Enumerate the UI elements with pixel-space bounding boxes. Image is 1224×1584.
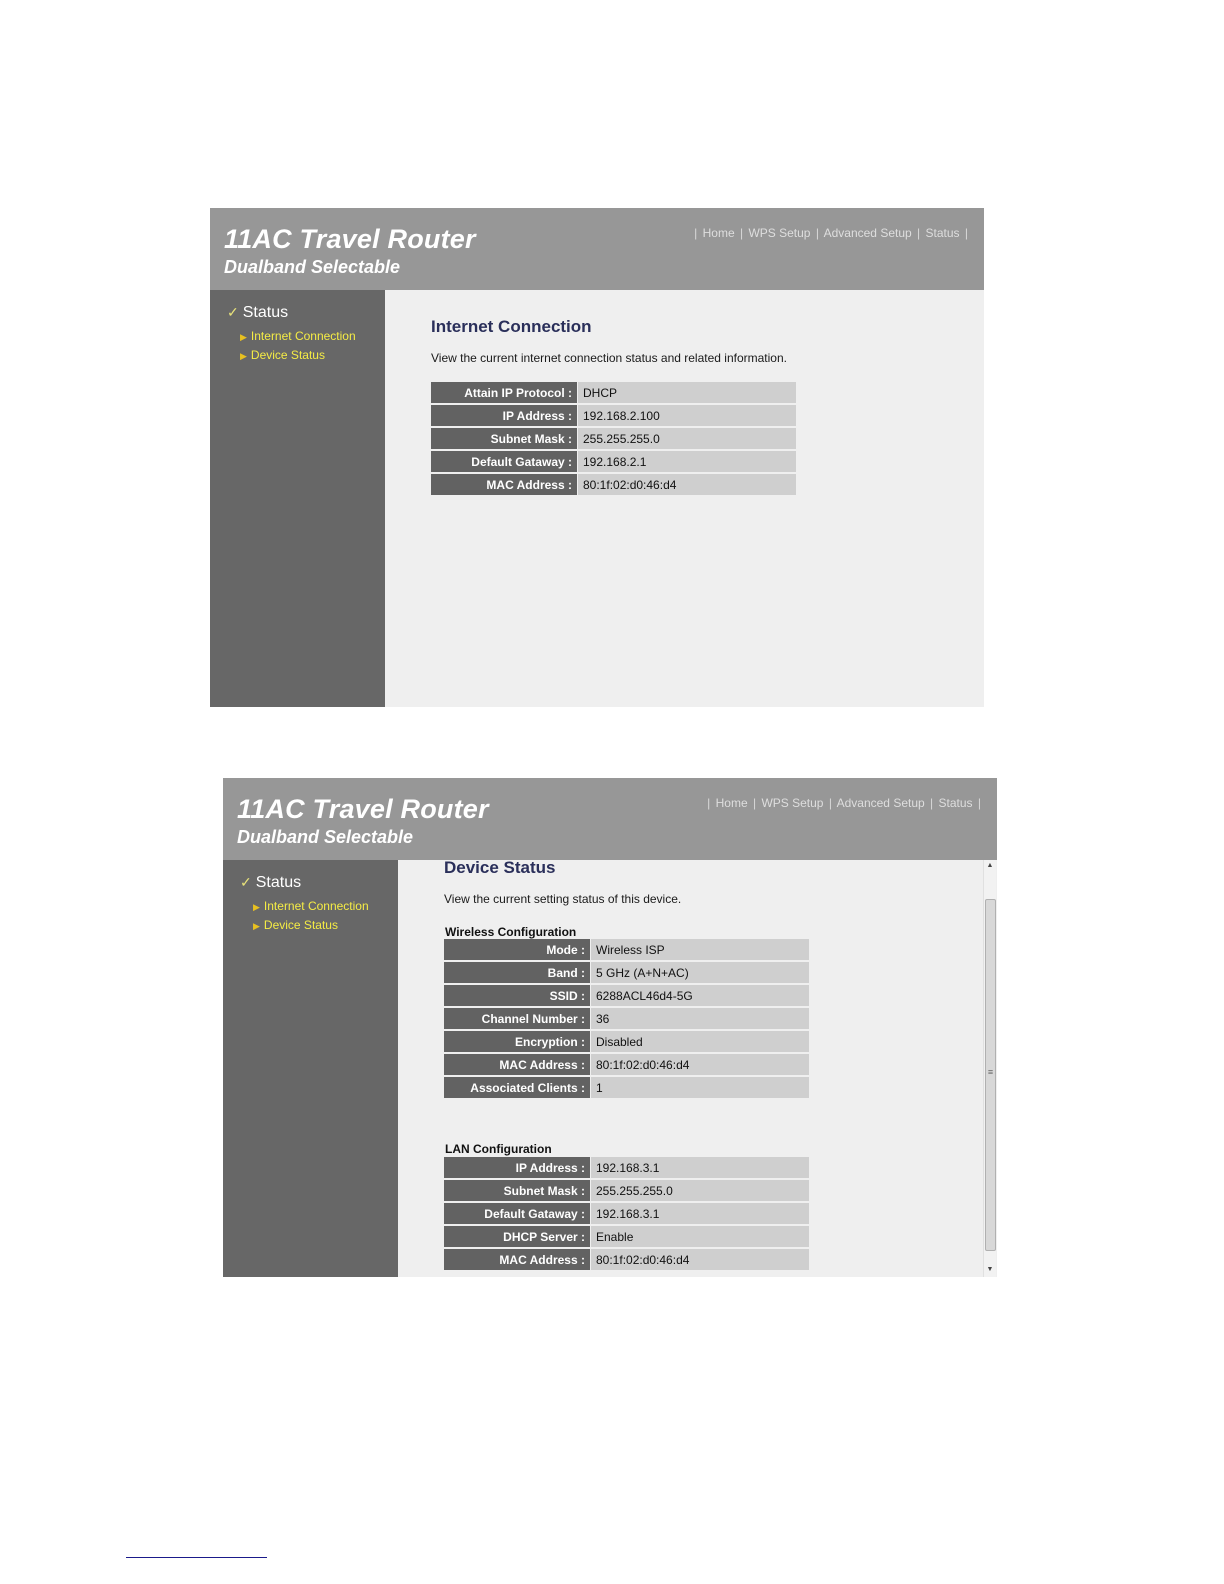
page-title: Device Status (444, 858, 556, 877)
screenshot-internet-connection (210, 208, 984, 707)
row-value: 255.255.255.0 (590, 1180, 809, 1201)
table-row (431, 474, 796, 495)
sidebar-item-label: Internet Connection (263, 899, 369, 913)
table-row (444, 1249, 809, 1270)
brand-subtitle: Dualband Selectable (237, 827, 414, 847)
row-value: 255.255.255.0 (577, 428, 796, 449)
screenshot-device-status (223, 778, 997, 1277)
row-value: 36 (590, 1008, 809, 1029)
nav-separator: | (752, 796, 757, 810)
row-label: Subnet Mask : (444, 1180, 590, 1201)
row-label: Channel Number : (444, 1008, 590, 1029)
nav-advanced-setup-link[interactable]: Advanced Setup (823, 226, 912, 240)
page-description: View the current setting status of this device. (444, 892, 682, 906)
row-value: 5 GHz (A+N+AC) (590, 962, 809, 983)
table-row (444, 1157, 809, 1178)
table-row (444, 1054, 809, 1075)
row-label: IP Address : (431, 405, 577, 426)
check-icon: ✓ (240, 874, 252, 890)
sidebar-status-heading[interactable] (240, 874, 301, 892)
row-label: Band : (444, 962, 590, 983)
scroll-down-arrow-icon[interactable]: ▼ (986, 1266, 994, 1273)
row-value: 80:1f:02:d0:46:d4 (577, 474, 796, 495)
row-value: 1 (590, 1077, 809, 1098)
table-row (444, 1180, 809, 1201)
row-label: MAC Address : (444, 1249, 590, 1270)
scroll-up-arrow-icon[interactable]: ▲ (986, 862, 994, 869)
arrow-right-icon: ▶ (240, 351, 247, 361)
top-nav (692, 226, 970, 240)
sidebar-item-label: Device Status (250, 348, 325, 362)
row-label: Encryption : (444, 1031, 590, 1052)
page-title: Internet Connection (431, 317, 592, 336)
table-row (444, 1203, 809, 1224)
sidebar-item-label: Device Status (263, 918, 338, 932)
sidebar (223, 860, 398, 1277)
nav-separator: | (815, 226, 819, 240)
sidebar-item-internet-connection[interactable] (240, 329, 356, 343)
nav-separator: | (977, 796, 981, 810)
header-banner (210, 208, 984, 290)
footnote-divider (126, 1557, 267, 1558)
row-value: 192.168.3.1 (590, 1157, 809, 1178)
table-row (444, 1008, 809, 1029)
nav-separator: | (930, 796, 934, 810)
sidebar-item-label: Internet Connection (250, 329, 356, 343)
row-value: Wireless ISP (590, 939, 809, 960)
table-row (444, 985, 809, 1006)
nav-separator: | (739, 226, 744, 240)
internet-status-table (431, 380, 796, 497)
nav-separator: | (828, 796, 832, 810)
row-value: 192.168.2.1 (577, 451, 796, 472)
sidebar-item-device-status[interactable] (240, 348, 325, 362)
header-banner (223, 778, 997, 860)
table-row (444, 1226, 809, 1247)
nav-separator: | (964, 226, 968, 240)
lan-configuration-heading: LAN Configuration (445, 1142, 552, 1156)
table-row (444, 962, 809, 983)
table-row (431, 451, 796, 472)
page-description: View the current internet connection status and related information. (431, 351, 787, 365)
row-label: Associated Clients : (444, 1077, 590, 1098)
nav-wps-setup-link[interactable]: WPS Setup (748, 226, 811, 240)
lan-config-table (444, 1155, 809, 1272)
wireless-configuration-heading: Wireless Configuration (445, 925, 577, 939)
table-row (444, 1031, 809, 1052)
nav-wps-setup-link[interactable]: WPS Setup (761, 796, 824, 810)
main-content (398, 860, 997, 1277)
sidebar-item-internet-connection[interactable] (253, 899, 369, 913)
sidebar-status-heading[interactable] (227, 304, 288, 322)
sidebar-status-label: Status (242, 304, 289, 321)
nav-home-link[interactable]: Home (715, 796, 748, 810)
table-row (444, 1077, 809, 1098)
row-label: Subnet Mask : (431, 428, 577, 449)
sidebar-item-device-status[interactable] (253, 918, 338, 932)
nav-advanced-setup-link[interactable]: Advanced Setup (836, 796, 925, 810)
nav-status-link[interactable]: Status (938, 796, 973, 810)
row-label: Default Gataway : (444, 1203, 590, 1224)
sidebar-status-label: Status (255, 874, 302, 891)
row-value: 80:1f:02:d0:46:d4 (590, 1249, 809, 1270)
row-value: DHCP (577, 382, 796, 403)
row-value: 192.168.3.1 (590, 1203, 809, 1224)
row-label: DHCP Server : (444, 1226, 590, 1247)
row-value: 192.168.2.100 (577, 405, 796, 426)
table-row (431, 382, 796, 403)
row-value: 80:1f:02:d0:46:d4 (590, 1054, 809, 1075)
check-icon: ✓ (227, 304, 239, 320)
row-label: Default Gataway : (431, 451, 577, 472)
table-row (431, 428, 796, 449)
vertical-scrollbar[interactable] (983, 860, 996, 1277)
wireless-config-table (444, 937, 809, 1100)
arrow-right-icon: ▶ (240, 332, 247, 342)
row-label: MAC Address : (431, 474, 577, 495)
nav-separator: | (917, 226, 921, 240)
table-row (431, 405, 796, 426)
row-label: IP Address : (444, 1157, 590, 1178)
row-label: MAC Address : (444, 1054, 590, 1075)
row-value: Enable (590, 1226, 809, 1247)
nav-home-link[interactable]: Home (702, 226, 735, 240)
main-content (385, 290, 984, 707)
brand-subtitle: Dualband Selectable (224, 257, 401, 277)
table-row (444, 939, 809, 960)
row-value: Disabled (590, 1031, 809, 1052)
top-nav (705, 796, 983, 810)
nav-separator: | (694, 226, 698, 240)
arrow-right-icon: ▶ (253, 902, 260, 912)
row-value: 6288ACL46d4-5G (590, 985, 809, 1006)
sidebar (210, 290, 385, 707)
arrow-right-icon: ▶ (253, 921, 260, 931)
grip-icon: ≡ (987, 1067, 994, 1077)
brand-title: 11AC Travel Router (237, 794, 489, 824)
nav-separator: | (707, 796, 711, 810)
brand-title: 11AC Travel Router (224, 224, 476, 254)
row-label: Mode : (444, 939, 590, 960)
scrollbar-thumb[interactable] (985, 899, 996, 1251)
row-label: Attain IP Protocol : (431, 382, 577, 403)
row-label: SSID : (444, 985, 590, 1006)
nav-status-link[interactable]: Status (925, 226, 960, 240)
